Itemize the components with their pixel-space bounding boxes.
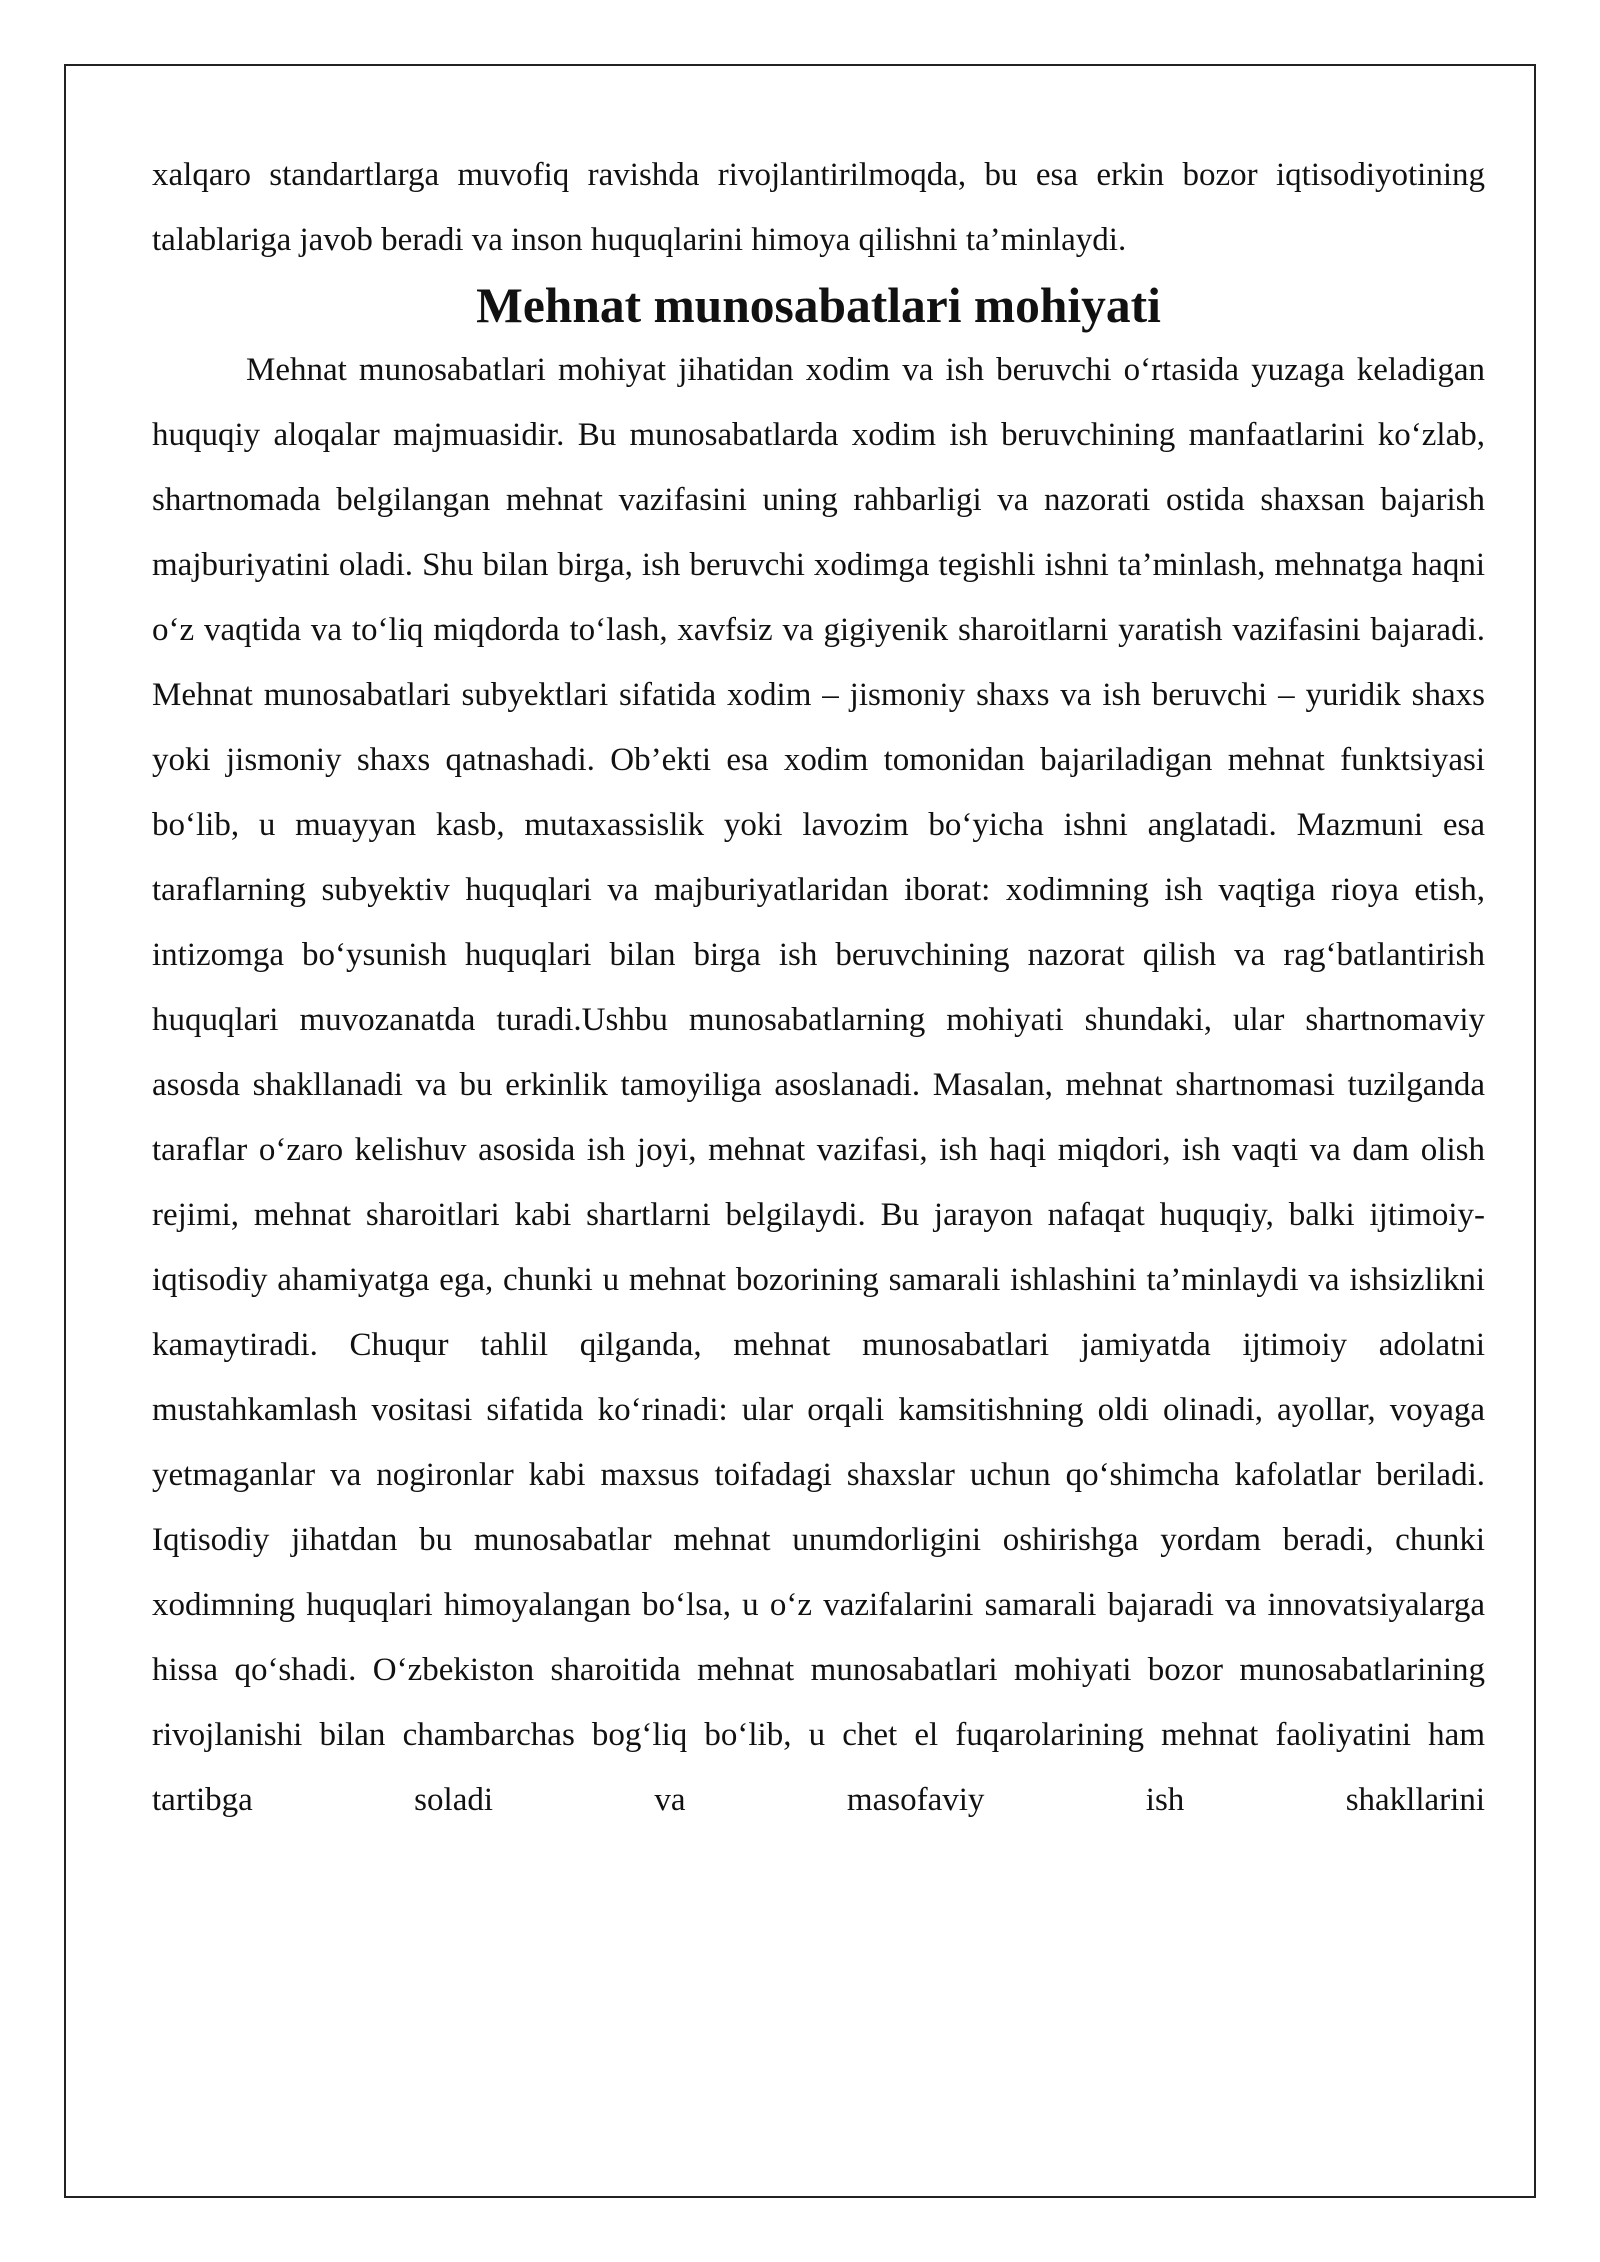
main-paragraph: Mehnat munosabatlari mohiyat jihatidan xodim va ish beruvchi o‘rtasida yuzaga keladigan huquqiy aloqalar majmuasidir. Bu munosabatlarda xodim ish beruvchining manfaatlarini ko‘zlab, shartnomada belgilangan mehnat vazifasini uning rahbarligi va nazorati ostida shaxsan bajarish majburiyatini oladi. Shu bilan birga, ish beruvchi xodimga tegishli ishni ta’minlash, mehnatga haqni o‘z vaqtida va to‘liq miqdorda to‘lash, xavfsiz va gigiyenik sharoitlarni yaratish vazifasini bajaradi. Mehnat munosabatlari subyektlari sifatida xodim – jismoniy shaxs va ish beruvchi – yuridik shaxs yoki jismoniy shaxs qatnashadi. Ob’ekti esa xodim tomonidan bajariladigan mehnat funktsiyasi bo‘lib, u muayyan kasb, mutaxassislik yoki lavozim bo‘yicha ishni anglatadi. Mazmuni esa taraflarning subyektiv huquqlari va majburiyatlaridan iborat: xodimning ish vaqtiga rioya etish, intizomga bo‘ysunish huquqlari bilan birga ish beruvchining nazorat qilish va rag‘batlantirish huquqlari muvozanatda turadi.Ushbu munosabatlarning mohiyati shundaki, ular shartnomaviy asosda shakllanadi va bu erkinlik tamoyiliga asoslanadi. Masalan, mehnat shartnomasi tuzilganda taraflar o‘zaro kelishuv asosida ish joyi, mehnat vazifasi, ish haqi miqdori, ish vaqti va dam olish rejimi, mehnat sharoitlari kabi shartlarni belgilaydi. Bu jarayon nafaqat huquqiy, balki ijtimoiy-iqtisodiy ahamiyatga ega, chunki u mehnat bozorining samarali ishlashini ta’minlaydi va ishsizlikni kamaytiradi. Chuqur tahlil qilganda, mehnat munosabatlari jamiyatda ijtimoiy adolatni mustahkamlash vositasi sifatida ko‘rinadi: ular orqali kamsitishning oldi olinadi, ayollar, voyaga yetmaganlar va nogironlar kabi maxsus toifadagi shaxslar uchun qo‘shimcha kafolatlar beriladi. Iqtisodiy jihatdan bu munosabatlar mehnat unumdorligini oshirishga yordam beradi, chunki xodimning huquqlari himoyalangan bo‘lsa, u o‘z vazifalarini samarali bajaradi va innovatsiyalarga hissa qo‘shadi. O‘zbekiston sharoitida mehnat munosabatlari mohiyati bozor munosabatlarining rivojlanishi bilan chambarchas bog‘liq bo‘lib, u chet el fuqarolarining mehnat faoliyatini ham tartibga soladi va masofaviy ish shakllarini (152, 352, 1485, 1818)
document-body (152, 143, 1485, 1833)
intro-paragraph: xalqaro standartlarga muvofiq ravishda rivojlantirilmoqda, bu esa erkin bozor iqtisodiyotining talablariga javob beradi va inson huquqlarini himoya qilishni ta’minlaydi. (152, 157, 1485, 258)
section-heading: Mehnat munosabatlari mohiyati (476, 278, 1161, 333)
